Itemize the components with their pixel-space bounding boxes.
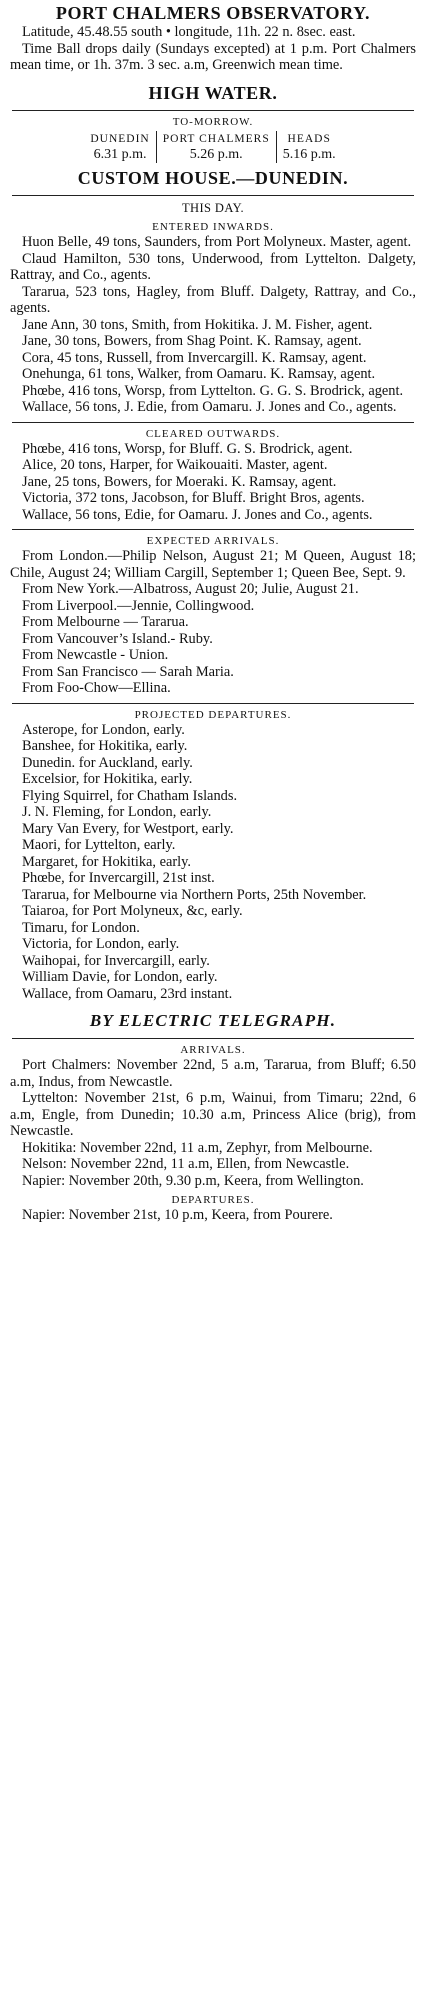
tide-column-port-chalmers — [156, 131, 276, 163]
tide-place: HEADS — [287, 132, 331, 145]
tide-column-heads — [276, 131, 342, 163]
list-item: J. N. Fleming, for London, early. — [22, 804, 212, 820]
list-item: Wallace, from Oamaru, 23rd instant. — [22, 985, 233, 1002]
custom-house-subheading: THIS DAY. — [182, 200, 244, 215]
list-item: Mary Van Every, for Westport, early. — [22, 820, 234, 837]
cleared-outwards-heading: CLEARED OUTWARDS. — [145, 427, 281, 440]
list-item: From Newcastle - Union. — [22, 647, 169, 663]
tide-place: DUNEDIN — [90, 132, 150, 145]
telegraph-departures-heading: DEPARTURES. — [171, 1194, 255, 1206]
list-item: From Liverpool.—Jennie, Collingwood. — [22, 597, 255, 614]
divider — [12, 529, 414, 530]
projected-departures-heading: PROJECTED DEPARTURES. — [134, 708, 292, 721]
list-item: From Melbourne — Tararua. — [22, 614, 189, 630]
list-item: Hokitika: November 22nd, 11 a.m, Zephyr, from Melbourne. — [22, 1139, 373, 1156]
list-item: Victoria, 372 tons, Jacobson, for Bluff. Bright Bros, agents. — [22, 490, 365, 506]
tide-time: 5.26 p.m. — [189, 146, 243, 162]
list-item: Timaru, for London. — [22, 919, 140, 936]
observatory-heading: PORT CHALMERS OBSERVATORY. — [55, 3, 371, 23]
list-item: Cora, 45 tons, Russell, from Invercargill. K. Ramsay, agent. — [22, 349, 367, 366]
list-item: Victoria, for London, early. — [22, 936, 180, 952]
list-item: Tararua, for Melbourne via Northern Ports, 25th November. — [22, 886, 367, 903]
list-item: Jane Ann, 30 tons, Smith, from Hokitika. J. M. Fisher, agent. — [22, 316, 373, 333]
list-item: Phœbe, 416 tons, Worsp, for Bluff. G. S. Brodrick, agent. — [22, 440, 353, 457]
list-item: Phœbe, for Invercargill, 21st inst. — [22, 870, 215, 886]
list-item: Margaret, for Hokitika, early. — [22, 853, 192, 870]
tide-time: 6.31 p.m. — [93, 146, 147, 162]
list-item: Nelson: November 22nd, 11 a.m, Ellen, from Newcastle. — [22, 1156, 350, 1172]
list-item: Wallace, 56 tons, J. Edie, from Oamaru. J. Jones and Co., agents. — [22, 399, 397, 415]
list-item: Wallace, 56 tons, Edie, for Oamaru. J. Jones and Co., agents. — [22, 506, 373, 523]
list-item: Claud Hamilton, 530 tons, Underwood, from Lyttelton. Dalgety, Rattray, and Co., agents. — [10, 250, 416, 283]
list-item: Maori, for Lyttelton, early. — [22, 837, 176, 853]
list-item: Taiaroa, for Port Molyneux, &c, early. — [22, 903, 243, 919]
list-item: Jane, 30 tons, Bowers, from Shag Point. K. Ramsay, agent. — [22, 333, 362, 349]
high-water-heading: HIGH WATER. — [148, 82, 278, 103]
list-item: Jane, 25 tons, Bowers, for Moeraki. K. Ramsay, agent. — [22, 473, 337, 490]
tide-time: 5.16 p.m. — [282, 146, 336, 162]
list-item: Port Chalmers: November 22nd, 5 a.m, Tararua, from Bluff; 6.50 a.m, Indus, from Newcastle. — [10, 1057, 416, 1090]
entered-inwards-heading: ENTERED INWARDS. — [152, 221, 274, 233]
list-item: Excelsior, for Hokitika, early. — [22, 771, 193, 787]
divider — [12, 703, 414, 704]
list-item: Tararua, 523 tons, Hagley, from Bluff. Dalgety, Rattray, and Co., agents. — [10, 283, 416, 316]
high-water-subheading: TO-MORROW. — [172, 115, 254, 128]
tide-column-dunedin — [84, 131, 155, 163]
tide-place: PORT CHALMERS — [162, 132, 270, 145]
list-item: Alice, 20 tons, Harper, for Waikouaiti. Master, agent. — [22, 457, 328, 473]
list-item: Banshee, for Hokitika, early. — [22, 738, 188, 754]
divider — [12, 422, 414, 423]
list-item: William Davie, for London, early. — [22, 969, 218, 985]
list-item: From Foo-Chow—Ellina. — [22, 680, 171, 696]
list-item: From San Francisco — Sarah Maria. — [22, 663, 234, 680]
list-item: Lyttelton: November 21st, 6 p.m, Wainui, from Timaru; 22nd, 6 a.m, Engle, from Dunedin; 10.30 a.m, Princess Alice (brig), from Newcastle. — [10, 1090, 416, 1139]
list-item: From Vancouver’s Island.- Ruby. — [22, 630, 213, 647]
list-item: Phœbe, 416 tons, Worsp, from Lyttelton. G. G. S. Brodrick, agent. — [22, 382, 404, 399]
observatory-time-ball: Time Ball drops daily (Sundays excepted) at 1 p.m. Port Chalmers mean time, or 1h. 37m. 3 sec. a.m, Greenwich mean time. — [10, 40, 416, 73]
list-item: Dunedin. for Auckland, early. — [22, 754, 193, 771]
list-item: Napier: November 20th, 9.30 p.m, Keera, from Wellington. — [22, 1172, 364, 1189]
telegraph-arrivals-heading: ARRIVALS. — [180, 1044, 246, 1056]
list-item: Napier: November 21st, 10 p.m, Keera, from Pourere. — [22, 1207, 333, 1223]
list-item: Huon Belle, 49 tons, Saunders, from Port Molyneux. Master, agent. — [22, 234, 412, 250]
list-item: Waihopai, for Invercargill, early. — [22, 952, 210, 969]
telegraph-heading: BY ELECTRIC TELEGRAPH. — [89, 1011, 337, 1030]
list-item: Flying Squirrel, for Chatham Islands. — [22, 787, 238, 804]
custom-house-heading: CUSTOM HOUSE.—DUNEDIN. — [77, 167, 349, 188]
high-water-table — [10, 131, 416, 163]
list-item: From London.—Philip Nelson, August 21; M Queen, August 18; Chile, August 24; William Cargill, September 1; Queen Bee, Sept. 9. — [10, 548, 416, 581]
divider — [12, 195, 414, 196]
list-item: From New York.—Albatross, August 20; Julie, August 21. — [22, 581, 359, 597]
divider — [12, 1038, 414, 1039]
expected-arrivals-heading: EXPECTED ARRIVALS. — [146, 535, 280, 547]
list-item: Asterope, for London, early. — [22, 721, 185, 738]
list-item: Onehunga, 61 tons, Walker, from Oamaru. K. Ramsay, agent. — [22, 366, 376, 382]
divider — [12, 110, 414, 111]
observatory-latitude: Latitude, 45.48.55 south • longitude, 11h. 22 n. 8sec. east. — [22, 24, 356, 40]
